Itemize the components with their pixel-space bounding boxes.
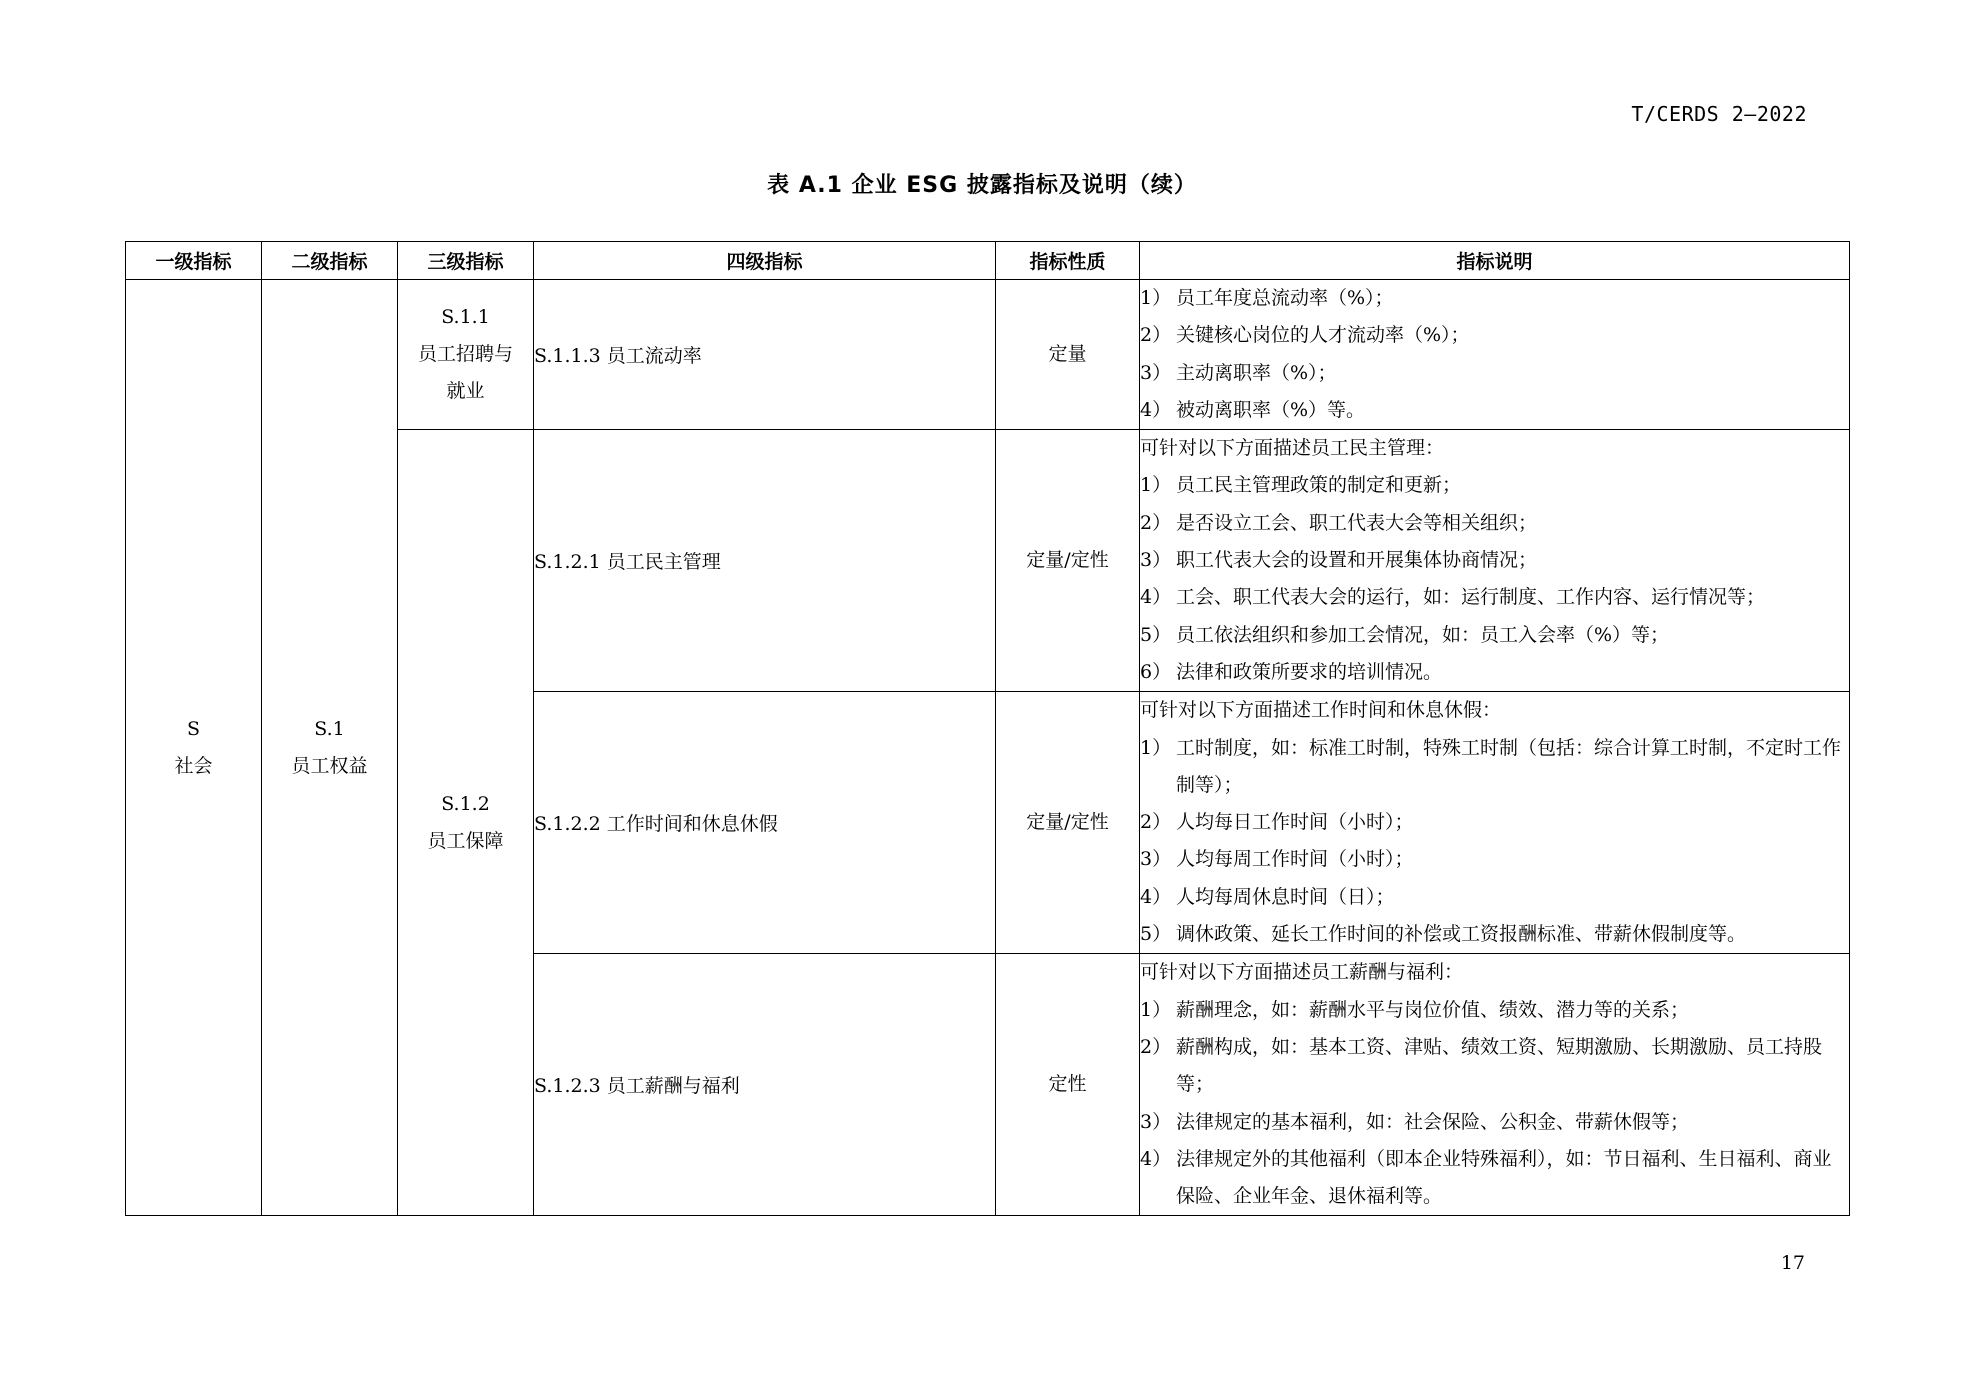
item-text: 是否设立工会、职工代表大会等相关组织； — [1176, 511, 1538, 534]
description-item — [1140, 804, 1849, 841]
item-number: 2） — [1140, 1035, 1172, 1058]
level4-cell: S.1.2.3 员工薪酬与福利 — [534, 954, 996, 1216]
item-number: 2） — [1140, 811, 1172, 834]
item-number: 4） — [1140, 1147, 1172, 1170]
item-text: 关键核心岗位的人才流动率（%）； — [1176, 324, 1470, 347]
description-cell — [1140, 430, 1850, 692]
header-nature: 指标性质 — [996, 242, 1140, 280]
item-number: 4） — [1140, 398, 1172, 421]
description-item — [1140, 841, 1849, 878]
header-level1: 一级指标 — [126, 242, 262, 280]
nature-cell: 定量/定性 — [996, 692, 1140, 954]
item-text: 人均每日工作时间（小时）； — [1176, 811, 1414, 834]
description-item — [1140, 579, 1849, 616]
level3-code: S.1.1 — [441, 306, 490, 329]
page-number: 17 — [1780, 1252, 1805, 1274]
item-number: 3） — [1140, 549, 1172, 572]
table-row — [126, 280, 1850, 430]
item-number: 4） — [1140, 586, 1172, 609]
description-item — [1140, 317, 1849, 354]
item-text: 法律规定外的其他福利（即本企业特殊福利），如：节日福利、生日福利、商业保险、企业年金、退休福利等。 — [1176, 1147, 1832, 1208]
level1-cell — [126, 280, 262, 1216]
description-item — [1140, 505, 1849, 542]
header-description: 指标说明 — [1140, 242, 1850, 280]
level2-name: 员工权益 — [291, 754, 368, 777]
level3-code: S.1.2 — [441, 792, 490, 815]
level4-cell: S.1.2.2 工作时间和休息休假 — [534, 692, 996, 954]
description-cell — [1140, 954, 1850, 1216]
level3-name: 就业 — [446, 380, 485, 403]
esg-indicator-table — [125, 241, 1850, 1216]
item-number: 1） — [1140, 474, 1172, 497]
item-number: 1） — [1140, 998, 1172, 1021]
description-cell — [1140, 692, 1850, 954]
item-number: 6） — [1140, 660, 1172, 683]
description-item — [1140, 280, 1849, 317]
level1-name: 社会 — [174, 754, 213, 777]
item-text: 薪酬理念，如：薪酬水平与岗位价值、绩效、潜力等的关系； — [1176, 998, 1690, 1021]
item-text: 被动离职率（%）等。 — [1176, 398, 1366, 421]
description-item — [1140, 467, 1849, 504]
item-number: 2） — [1140, 511, 1172, 534]
item-text: 员工民主管理政策的制定和更新； — [1176, 474, 1462, 497]
description-intro: 可针对以下方面描述工作时间和休息休假： — [1140, 699, 1502, 722]
item-number: 3） — [1140, 848, 1172, 871]
description-item — [1140, 992, 1849, 1029]
item-text: 人均每周休息时间（日）； — [1176, 885, 1395, 908]
header-level4: 四级指标 — [534, 242, 996, 280]
item-text: 员工依法组织和参加工会情况，如：员工入会率（%）等； — [1176, 623, 1670, 646]
table-header-row — [126, 242, 1850, 280]
description-item — [1140, 916, 1849, 953]
level3-cell — [398, 280, 534, 430]
document-code: T/CERDS 2—2022 — [1631, 102, 1807, 126]
description-intro: 可针对以下方面描述员工薪酬与福利： — [1140, 961, 1464, 984]
description-intro: 可针对以下方面描述员工民主管理： — [1140, 437, 1445, 460]
nature-cell: 定量/定性 — [996, 430, 1140, 692]
description-item — [1140, 392, 1849, 429]
item-number: 3） — [1140, 361, 1172, 384]
item-text: 法律规定的基本福利，如：社会保险、公积金、带薪休假等； — [1176, 1110, 1690, 1133]
item-text: 调休政策、延长工作时间的补偿或工资报酬标准、带薪休假制度等。 — [1176, 923, 1747, 946]
item-text: 主动离职率（%）； — [1176, 361, 1337, 384]
description-item — [1140, 730, 1849, 805]
item-number: 4） — [1140, 885, 1172, 908]
level4-cell: S.1.1.3 员工流动率 — [534, 280, 996, 430]
item-number: 1） — [1140, 287, 1172, 309]
item-number: 2） — [1140, 324, 1172, 347]
item-number: 5） — [1140, 623, 1172, 646]
description-cell — [1140, 280, 1850, 430]
level2-code: S.1 — [314, 717, 345, 740]
item-number: 1） — [1140, 736, 1172, 759]
description-item — [1140, 1104, 1849, 1141]
item-text: 薪酬构成，如：基本工资、津贴、绩效工资、短期激励、长期激励、员工持股等； — [1176, 1035, 1823, 1096]
description-item — [1140, 617, 1849, 654]
level1-code: S — [186, 717, 201, 740]
level3-cell — [398, 430, 534, 1216]
description-item — [1140, 542, 1849, 579]
description-item — [1140, 654, 1849, 691]
item-text: 工会、职工代表大会的运行，如：运行制度、工作内容、运行情况等； — [1176, 586, 1766, 609]
level3-name: 员工招聘与 — [417, 343, 513, 366]
level2-cell — [262, 280, 398, 1216]
description-item — [1140, 355, 1849, 392]
level4-cell: S.1.2.1 员工民主管理 — [534, 430, 996, 692]
item-number: 5） — [1140, 923, 1172, 946]
item-text: 职工代表大会的设置和开展集体协商情况； — [1176, 549, 1538, 572]
table-title: 表 A.1 企业 ESG 披露指标及说明（续） — [767, 173, 1197, 198]
item-text: 法律和政策所要求的培训情况。 — [1176, 660, 1443, 683]
header-level2: 二级指标 — [262, 242, 398, 280]
item-number: 3） — [1140, 1110, 1172, 1133]
description-item — [1140, 879, 1849, 916]
header-level3: 三级指标 — [398, 242, 534, 280]
description-item — [1140, 1029, 1849, 1104]
item-text: 员工年度总流动率（%）； — [1176, 287, 1394, 309]
item-text: 人均每周工作时间（小时）； — [1176, 848, 1414, 871]
nature-cell: 定性 — [996, 954, 1140, 1216]
nature-cell: 定量 — [996, 280, 1140, 430]
description-item — [1140, 1141, 1849, 1216]
level3-name: 员工保障 — [427, 829, 504, 852]
item-text: 工时制度，如：标准工时制，特殊工时制（包括：综合计算工时制，不定时工作制等）； — [1176, 736, 1842, 796]
